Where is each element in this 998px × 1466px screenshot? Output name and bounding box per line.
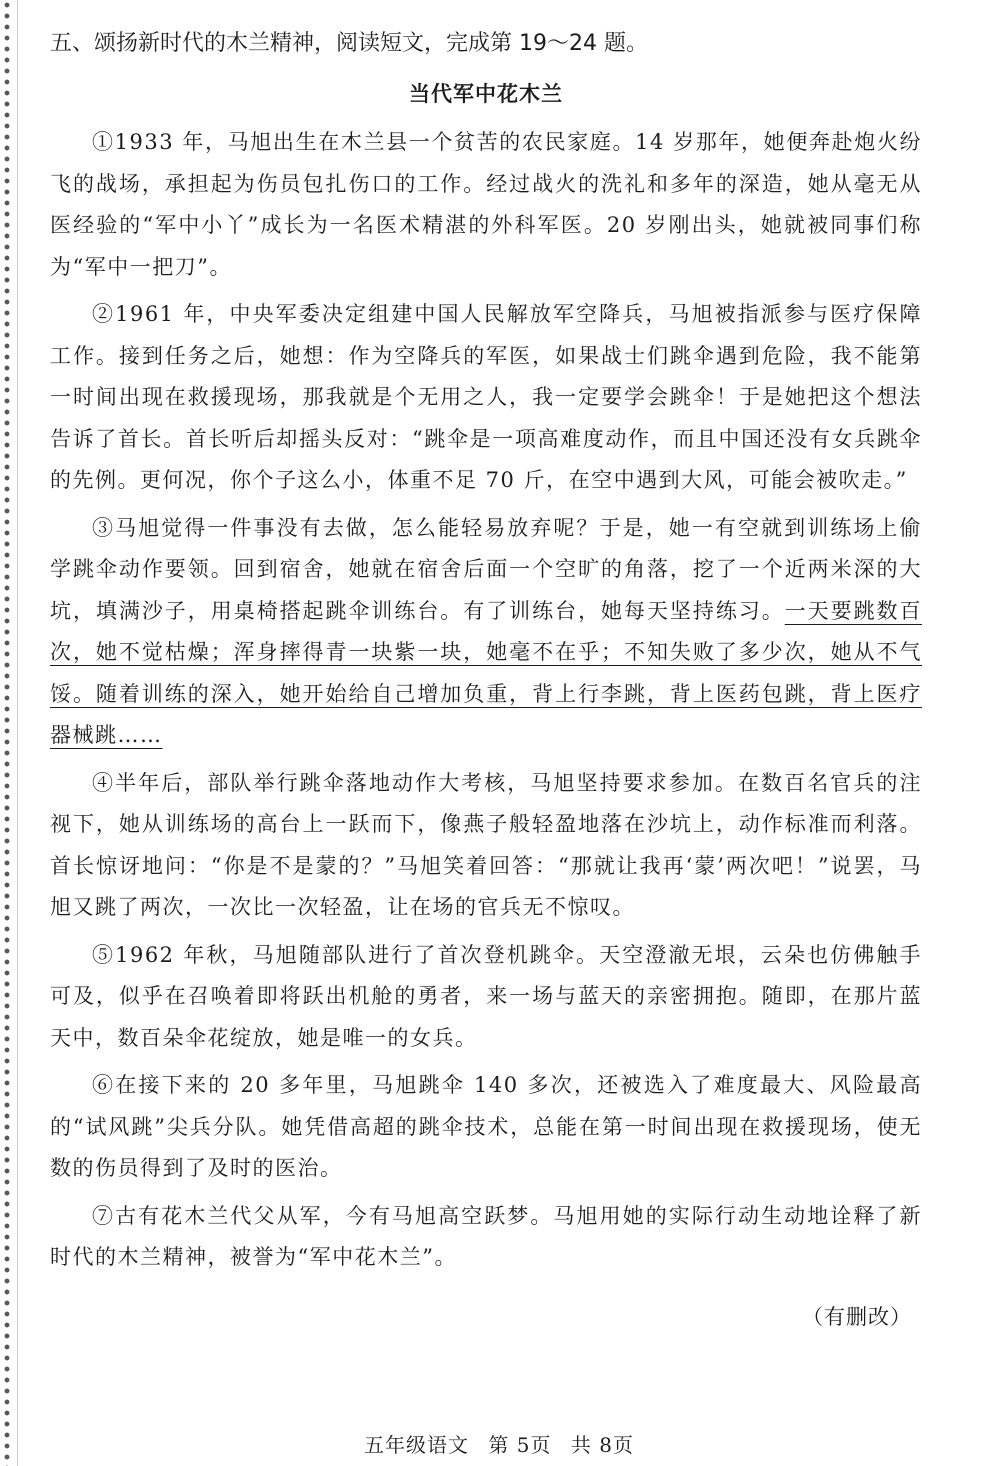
article-title: 当代军中花木兰 [409, 81, 563, 106]
paragraph-text: ⑥在接下来的 20 多年里，马旭跳伞 140 多次，还被选入了难度最大、风险最高的“试风跳”尖兵分队。她凭借高超的跳伞技术，总能在第一时间出现在救援现场，使无数的伤员得到了及时的医治。 [50, 1073, 922, 1180]
footer-page-number: 第 5页 [488, 1433, 552, 1457]
footer-page-total: 共 8页 [570, 1433, 634, 1457]
paragraph-text: ③马旭觉得一件事没有去做，怎么能轻易放弃呢？于是，她一有空就到训练场上偷学跳伞动作要领。回到宿舍，她就在宿舍后面一个空旷的角落，挖了一个近两米深的大坑，填满沙子，用桌椅搭起跳伞训练台。有了训练台，她每天坚持练习。 [50, 515, 922, 623]
footer-subject: 五年级语文 [364, 1433, 470, 1457]
source-note: （有删改） [802, 1304, 912, 1329]
paragraph-1 [50, 122, 922, 288]
paragraph-text: ①1933 年，马旭出生在木兰县一个贫苦的农民家庭。14 岁那年，她便奔赴炮火纷飞的战场，承担起为伤员包扎伤口的工作。经过战火的洗礼和多年的深造，她从毫无从医经验的“军中小丫”成长为一名医术精湛的外科军医。20 岁刚出头，她就被同事们称为“军中一把刀”。 [50, 130, 922, 279]
underlined-passage: 一天要跳数百次，她不觉枯燥；浑身摔得青一块紫一块，她毫不在乎；不知失败了多少次，她从不气馁。随着训练的深入，她开始给自己增加负重，背上行李跳，背上医药包跳，背上医疗器械跳…… [50, 598, 922, 747]
paragraph-text: ⑦古有花木兰代父从军，今有马旭高空跃梦。马旭用她的实际行动生动地诠释了新时代的木兰精神，被誉为“军中花木兰”。 [50, 1203, 922, 1269]
paragraph-text: ④半年后，部队举行跳伞落地动作大考核，马旭坚持要求参加。在数百名官兵的注视下，她从训练场的高台上一跃而下，像燕子般轻盈地落在沙坑上，动作标准而利落。首长惊讶地问：“你是不是蒙的？”马旭笑着回答：“那就让我再‘蒙’两次吧！”说罢，马旭又跳了两次，一次比一次轻盈，让在场的官兵无不惊叹。 [50, 770, 922, 919]
paragraph-4 [50, 763, 922, 929]
binding-holes [0, 0, 14, 1466]
paragraph-text: ⑤1962 年秋，马旭随部队进行了首次登机跳伞。天空澄澈无垠，云朵也仿佛触手可及，似乎在召唤着即将跃出机舱的勇者，来一场与蓝天的亲密拥抱。随即，在那片蓝天中，数百朵伞花绽放，她是唯一的女兵。 [50, 942, 922, 1050]
section-heading: 五、颂扬新时代的木兰精神，阅读短文，完成第 19～24 题。 [50, 31, 648, 56]
paragraph-2 [50, 294, 922, 502]
document-body [50, 22, 922, 1338]
binding-margin-line [17, 0, 18, 1466]
paragraph-5 [50, 935, 922, 1060]
paragraph-6 [50, 1065, 922, 1190]
paragraph-3 [50, 508, 922, 757]
page-footer [0, 1430, 998, 1460]
paragraph-7 [50, 1196, 922, 1279]
paragraph-text: ②1961 年，中央军委决定组建中国人民解放军空降兵，马旭被指派参与医疗保障工作。接到任务之后，她想：作为空降兵的军医，如果战士们跳伞遇到危险，我不能第一时间出现在救援现场，那我就是个无用之人，我一定要学会跳伞！于是她把这个想法告诉了首长。首长听后却摇头反对：“跳伞是一项高难度动作，而且中国还没有女兵跳伞的先例。更何况，你个子这么小，体重不足 70 斤，在空中遇到大风，可能会被吹走。” [50, 302, 922, 492]
